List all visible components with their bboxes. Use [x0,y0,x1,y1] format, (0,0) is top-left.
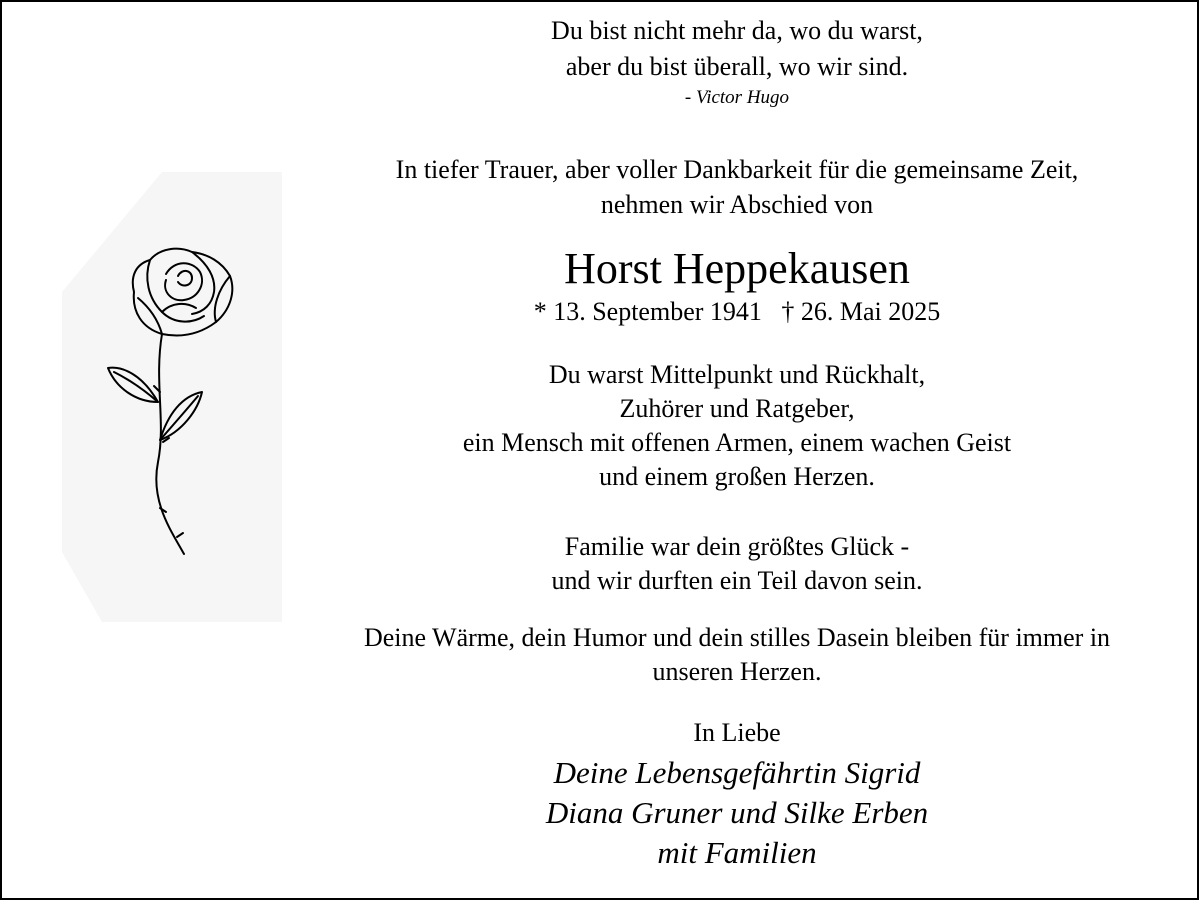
signature-name: Diana Gruner und Silke Erben [545,795,929,830]
signature-greeting: In Liebe [693,718,781,747]
life-dates: * 13. September 1941 † 26. Mai 2025 [533,297,941,326]
deceased-name: Horst Heppekausen [564,244,910,293]
intro-line: nehmen wir Abschied von [600,190,874,219]
tribute-line: ein Mensch mit offenen Armen, einem wachen Geist [462,428,1012,457]
closing-line: Deine Wärme, dein Humor und dein stilles Dasein bleiben für immer in [363,623,1111,652]
family-line: und wir durften ein Teil davon sein. [551,566,923,595]
family-line: Familie war dein größtes Glück - [564,532,910,561]
tribute-line: Du warst Mittelpunkt und Rückhalt, [548,360,926,389]
signature-name: Deine Lebensgefährtin Sigrid [553,755,921,790]
rose-icon [32,152,282,632]
intro-line: In tiefer Trauer, aber voller Dankbarkeit für die gemeinsame Zeit, [395,155,1079,184]
quote-line: aber du bist überall, wo wir sind. [565,52,909,81]
tribute-line: Zuhörer und Ratgeber, [619,394,855,423]
tribute-line: und einem großen Herzen. [599,462,875,491]
signature-name: mit Familien [657,835,817,870]
quote-author: - Victor Hugo [684,87,790,108]
quote-line: Du bist nicht mehr da, wo du warst, [551,16,923,45]
closing-line: unseren Herzen. [652,657,822,686]
